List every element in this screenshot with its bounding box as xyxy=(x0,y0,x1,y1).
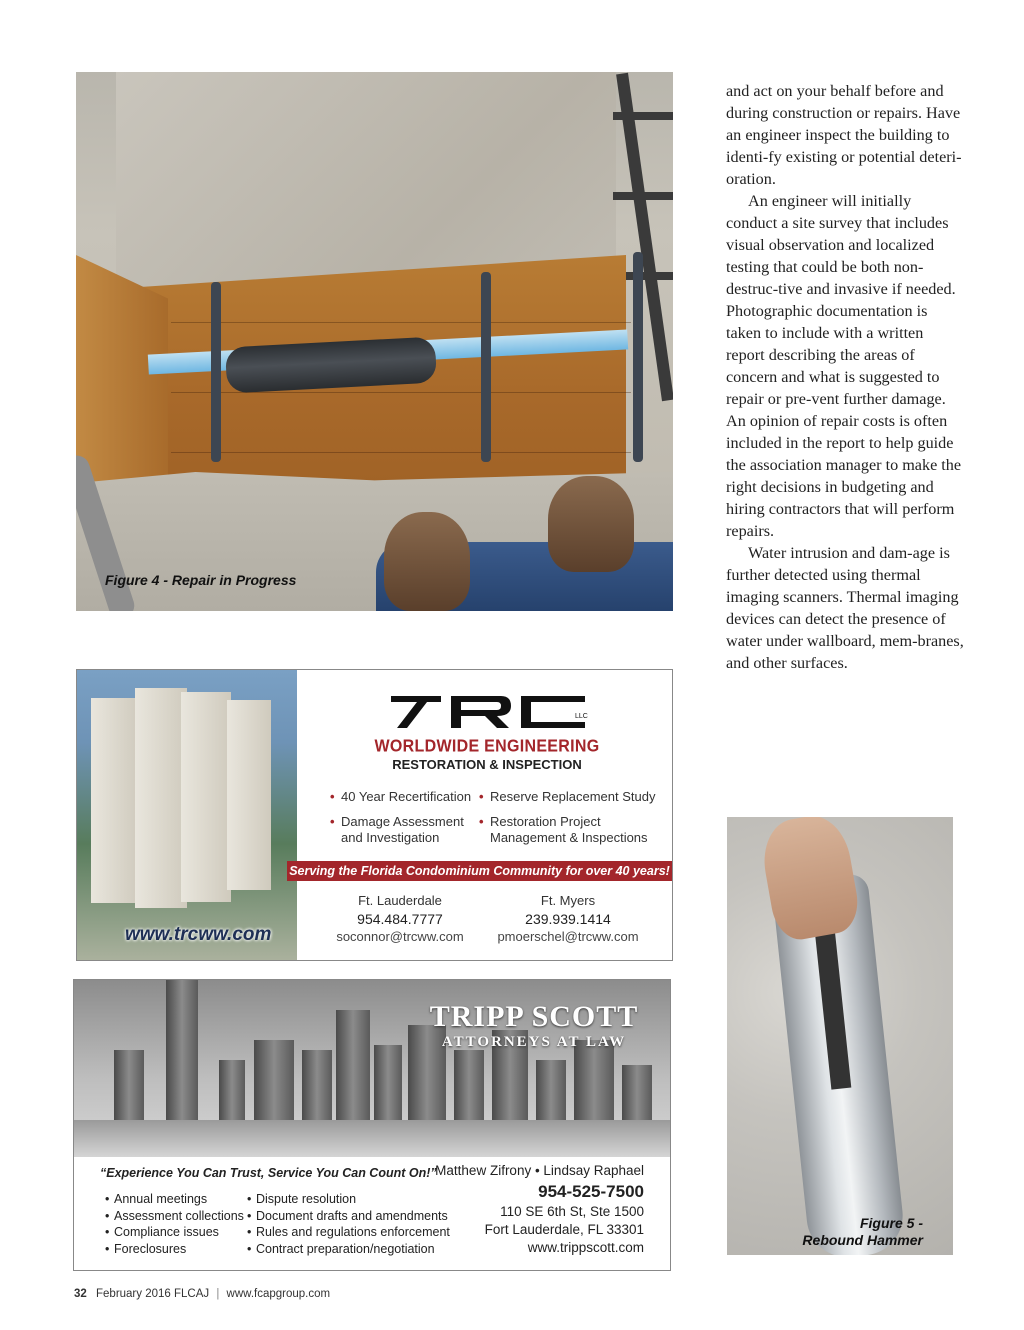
firm-address-2: Fort Lauderdale, FL 33301 xyxy=(484,1222,644,1237)
tower xyxy=(91,698,139,903)
firm-phone[interactable]: 954-525-7500 xyxy=(538,1182,644,1201)
service-item: • Annual meetings xyxy=(114,1191,207,1208)
issue-info: February 2016 FLCAJ xyxy=(96,1288,210,1300)
firm-slogan: “Experience You Can Trust, Service You Can Count On!” xyxy=(100,1166,437,1180)
service-item: • Dispute resolution xyxy=(256,1191,356,1208)
tripp-scott-advertisement[interactable] xyxy=(73,979,671,1271)
trc-service: • Reserve Replacement Study xyxy=(490,789,655,805)
service-item: • Rules and regulations enforcement xyxy=(256,1224,450,1241)
office-ft-myers xyxy=(483,892,653,946)
article-text xyxy=(726,80,964,674)
railing-bar xyxy=(613,112,673,120)
railing-bar xyxy=(613,192,673,200)
office-phone[interactable]: 239.939.1414 xyxy=(525,911,611,927)
trc-logo xyxy=(389,690,589,730)
plank-line xyxy=(171,322,631,323)
figure-4-caption: Figure 4 - Repair in Progress xyxy=(105,572,297,588)
building xyxy=(254,1040,294,1120)
office-phone[interactable]: 954.484.7777 xyxy=(357,911,443,927)
rebar xyxy=(481,272,491,462)
figure-5-caption xyxy=(797,1215,923,1249)
figure-4-photo xyxy=(76,72,673,611)
office-email[interactable]: soconnor@trcww.com xyxy=(336,929,464,944)
firm-subtitle: ATTORNEYS AT LAW xyxy=(441,1034,627,1050)
building xyxy=(454,1050,484,1120)
firm-website[interactable]: www.trippscott.com xyxy=(527,1240,644,1255)
tower xyxy=(181,692,231,902)
service-item: • Assessment collections xyxy=(114,1208,244,1225)
caption-line-2: Rebound Hammer xyxy=(802,1232,923,1248)
hand xyxy=(757,817,863,944)
trc-advertisement[interactable] xyxy=(76,669,673,961)
firm-address-1: 110 SE 6th St, Ste 1500 xyxy=(500,1204,644,1219)
trc-banner: Serving the Florida Condominium Community for over 40 years! xyxy=(287,861,672,881)
service-item: • Compliance issues xyxy=(114,1224,219,1241)
office-city: Ft. Lauderdale xyxy=(358,893,442,908)
building xyxy=(302,1050,332,1120)
footer-separator: | xyxy=(216,1288,220,1300)
logo-suffix: LLC xyxy=(575,713,588,720)
office-ft-lauderdale xyxy=(315,892,485,946)
paragraph-3: Water intrusion and dam-age is further detected using thermal imaging scanners. Thermal imaging devices can detect the presence of water under wallboard, mem-branes, and other surfaces. xyxy=(726,544,964,672)
paragraph-2: An engineer will initially conduct a site survey that includes visual observation and localized testing that could be both non-destruc-tive and invasive if needed. Photographic documentation is taken to include with a written report describing the areas of concern and what is suggested to repair or pre-vent further damage. An opinion of repair costs is often included in the report to help guide the association manager to make the right decisions in budgeting and hiring contractors that will perform repairs. xyxy=(726,192,962,540)
trc-service: • 40 Year Recertification xyxy=(341,789,471,805)
service-item: • Contract preparation/negotiation xyxy=(256,1241,435,1258)
building-photo xyxy=(77,670,297,960)
service-item: • Foreclosures xyxy=(114,1241,186,1258)
office-city: Ft. Myers xyxy=(540,893,596,908)
trc-service: • Damage Assessment and Investigation xyxy=(341,814,466,846)
service-item: • Document drafts and amendments xyxy=(256,1208,448,1225)
plank-line xyxy=(171,452,631,453)
page-number: 32 xyxy=(74,1288,87,1300)
boot-left xyxy=(384,512,470,611)
building xyxy=(574,1040,614,1120)
tower xyxy=(135,688,187,908)
caption-line-1: Figure 5 - xyxy=(859,1215,923,1231)
footer-url[interactable]: www.fcapgroup.com xyxy=(226,1288,331,1300)
page-footer xyxy=(74,1288,330,1300)
building xyxy=(219,1060,245,1120)
building xyxy=(536,1060,566,1120)
attorneys: Matthew Zifrony • Lindsay Raphael xyxy=(435,1163,644,1178)
rebar xyxy=(211,282,221,462)
office-email[interactable]: pmoerschel@trcww.com xyxy=(497,929,639,944)
building xyxy=(336,1010,370,1120)
firm-name: TRIPP SCOTT xyxy=(429,1000,639,1033)
paragraph-1: and act on your behalf before and during construction or repairs. Have an engineer inspect the building to identi-fy existing or potential deteri-oration. xyxy=(726,82,962,188)
water xyxy=(74,1120,670,1157)
tower xyxy=(227,700,271,890)
trc-website[interactable]: www.trcww.com xyxy=(125,924,272,945)
building xyxy=(374,1045,402,1120)
trc-service: • Restoration Project Management & Inspections xyxy=(490,814,650,846)
rebar xyxy=(633,252,643,462)
boot-right xyxy=(548,476,634,572)
trc-brand-line-2: RESTORATION & INSPECTION xyxy=(392,757,582,772)
plank-line xyxy=(171,392,631,393)
building xyxy=(166,979,198,1120)
building xyxy=(114,1050,144,1120)
trc-brand-line-1: WORLDWIDE ENGINEERING xyxy=(374,737,600,756)
building xyxy=(622,1065,652,1120)
figure-5-photo xyxy=(727,817,953,1255)
